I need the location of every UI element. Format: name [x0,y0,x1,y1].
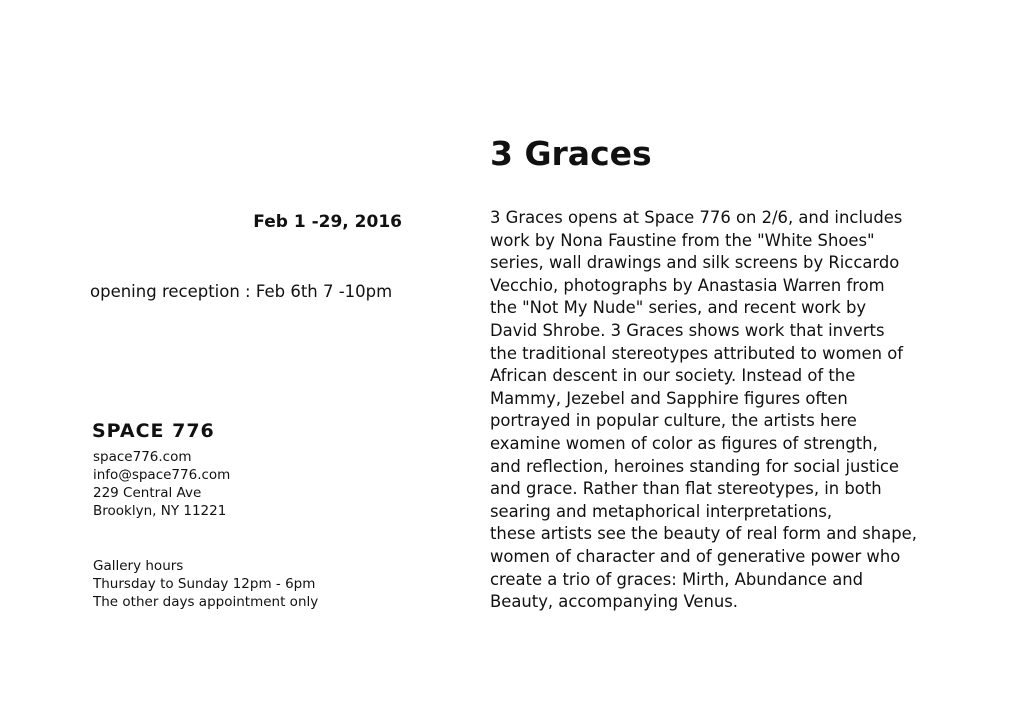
email-line: info@space776.com [93,467,231,483]
description-line: examine women of color as figures of strength, [490,433,878,453]
description-line: series, wall drawings and silk screens by Riccardo [490,253,900,273]
description-line: searing and metaphorical interpretations, [490,501,833,521]
gallery-hours [93,557,318,611]
gallery-contact [93,448,230,520]
description-line: African descent in our society. Instead of the [490,366,856,386]
description-line: 3 Graces opens at Space 776 on 2/6, and includes [490,208,903,227]
description-line: Beauty, accompanying Venus. [490,592,739,612]
description-line: and reflection, heroines standing for social justice [490,456,900,476]
hours-days: Thursday to Sunday 12pm - 6pm [93,576,316,592]
description-line: Vecchio, photographs by Anastasia Warren from [490,275,885,295]
description-line: work by Nona Faustine from the "White Shoes" [490,230,875,250]
description-line: and grace. Rather than flat stereotypes, in both [490,479,882,499]
street-address-line: 229 Central Ave [93,485,202,501]
exhibition-description [490,207,917,614]
city-line: Brooklyn, NY 11221 [93,503,227,519]
description-line: Mammy, Jezebel and Sapphire figures often [490,388,848,408]
opening-reception: opening reception : Feb 6th 7 -10pm [90,282,393,301]
description-line: the traditional stereotypes attributed to women of [490,343,904,363]
description-line: create a trio of graces: Mirth, Abundance and [490,569,864,589]
website-line: space776.com [93,449,192,465]
hours-heading: Gallery hours [93,558,184,574]
hours-note: The other days appointment only [93,594,319,610]
event-date-range: Feb 1 -29, 2016 [253,212,402,232]
exhibition-title: 3 Graces [490,134,652,173]
description-line: portrayed in popular culture, the artists here [490,411,857,431]
description-line: the "Not My Nude" series, and recent work by [490,298,867,318]
gallery-logo: SPACE 776 [92,420,215,442]
description-line: David Shrobe. 3 Graces shows work that inverts [490,320,885,340]
description-line: these artists see the beauty of real form and shape, [490,524,917,544]
description-line: women of character and of generative power who [490,546,901,566]
